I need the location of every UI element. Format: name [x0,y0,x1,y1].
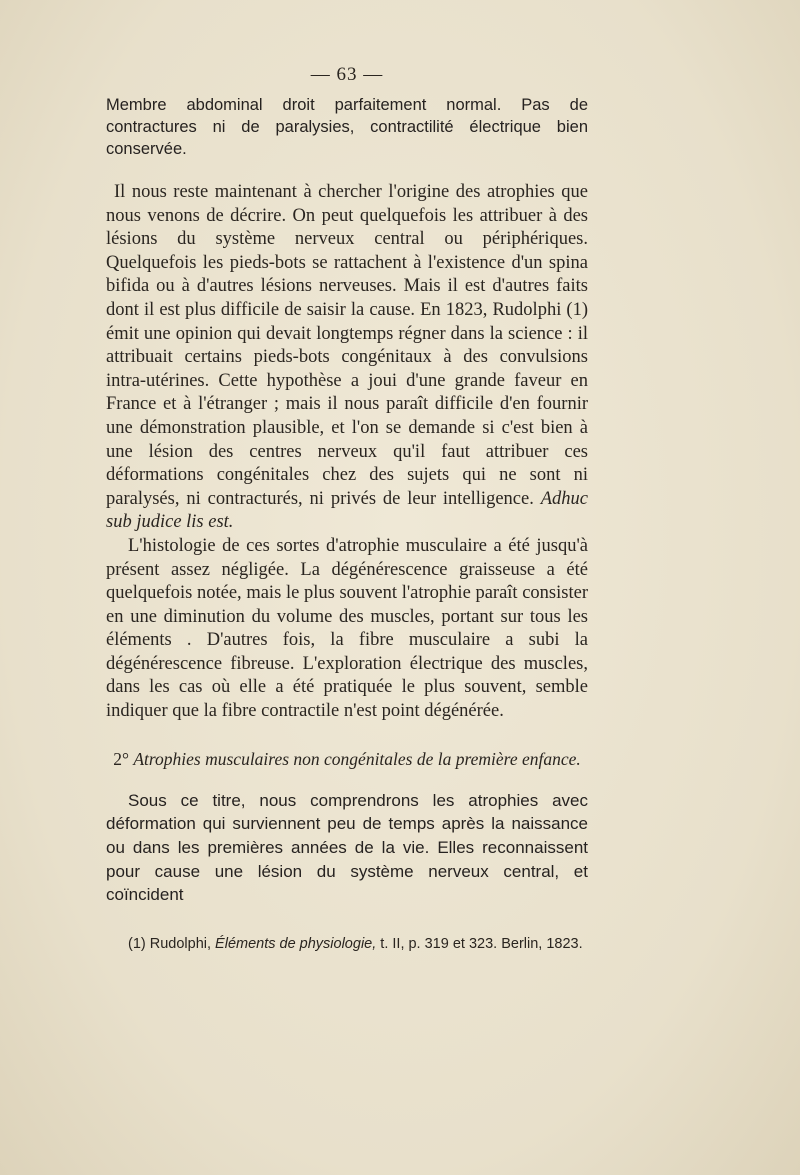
histology-paragraph: L'histologie de ces sortes d'atrophie musculaire a été jusqu'à présent assez négligée. La dégénérescence graisseuse a été quelquefois notée, mais le plus souvent l'atrophie paraît consister en une diminution du volume des muscles, portant sur tous les éléments . D'autres fois, la fibre musculaire a subi la dégénérescence fibreuse. L'exploration électrique des muscles, dans les cas où elle a été pratiquée le plus souvent, semble indiquer que la fibre contractile n'est point dégénérée. [106,535,588,722]
footnote-marker: (1) Rudolphi, [128,936,212,953]
page-content [106,64,588,970]
footnote-title: Éléments de physiologie, [215,936,377,953]
section-number: 2° [113,748,129,769]
origin-paragraph-text: Il nous reste maintenant à chercher l'origine des atrophies que nous venons de décrire. On peut quelquefois les attribuer à des lésions du système nerveux central ou périphériques. Quelquefois les pieds-bots se rattachent à l'existence d'un spina bifida ou à d'autres lésions nerveuses. Mais il est d'autres faits dont il est plus difficile de saisir la cause. En 1823, Rudolphi (1) émit une opinion qui devait longtemps régner dans la science : il attribuait certains pieds-bots congénitaux à des convulsions intra-utérines. Cette hypothèse a joui d'une grande faveur en France et à l'étranger ; mais il nous paraît difficile d'en fournir une démonstration plausible, et l'on se demande si c'est bien à une lésion des centres nerveux qu'il faut attribuer ces déformations congénitales chez des sujets qui ne sont ni paralysés, ni contracturés, ni privés de leur intelligence. [106,182,588,509]
latin-phrase: Adhuc sub judice lis est. [106,488,588,533]
section-intro-paragraph: Sous ce titre, nous comprendrons les atrophies avec déformation qui surviennent peu de temps après la naissance ou dans les premières années de la vie. Elles reconnaissent pour cause une lésion du système nerveux central, et coïncident [106,790,588,905]
section-heading [106,748,588,771]
footnote [106,934,588,955]
section-title: Atrophies musculaires non congénitales de la première enfance. [133,748,581,769]
case-note-paragraph: Membre abdominal droit parfaitement normal. Pas de contractures ni de paralysies, contractilité électrique bien conservée. [106,96,588,158]
footnote-rest: t. II, p. 319 et 323. Berlin, 1823. [380,936,583,953]
origin-paragraph [106,181,588,535]
page-number: — 63 — [310,64,384,85]
